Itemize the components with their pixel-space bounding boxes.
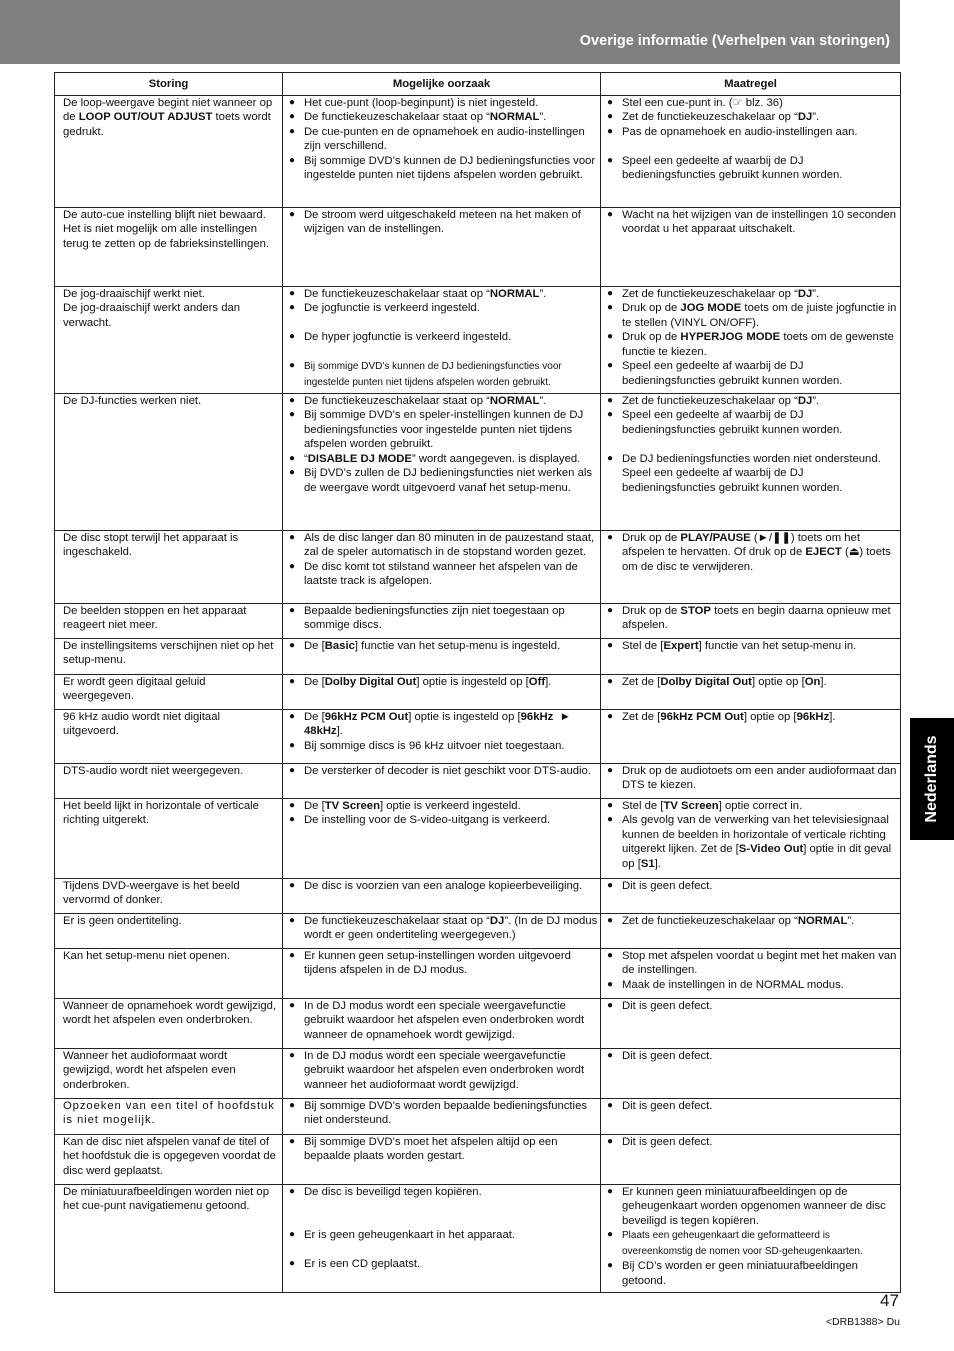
maatregel-item: ● Speel een gedeelte af waarbij de DJ bedieningsfuncties gebruikt kunnen worden. xyxy=(607,154,898,183)
oorzaak-item: ● Er is een CD geplaatst. xyxy=(289,1257,598,1271)
oorzaak-cell xyxy=(283,531,601,604)
oorzaak-cell xyxy=(283,710,601,764)
maatregel-item: ● Maak de instellingen in de NORMAL modus. xyxy=(607,978,898,992)
maatregel-cell xyxy=(601,1099,901,1135)
table-row xyxy=(55,96,901,208)
maatregel-item: ● Druk op de STOP toets en begin daarna opnieuw met afspelen. xyxy=(607,604,898,633)
maatregel-item: ● Druk op de HYPERJOG MODE toets om de gewenste functie te kiezen. xyxy=(607,330,898,359)
oorzaak-item: ● Er is geen geheugenkaart in het apparaat. xyxy=(289,1228,598,1242)
oorzaak-item: ● De instelling voor de S-video-uitgang is verkeerd. xyxy=(289,813,598,827)
oorzaak-item: ● Bij sommige DVD’s kunnen de DJ bedieningsfuncties voor ingestelde punten niet tijdens afspelen worden gebruikt. xyxy=(289,359,598,390)
maatregel-item: ● Dit is geen defect. xyxy=(607,1135,898,1149)
troubleshooting-table xyxy=(54,72,901,1293)
oorzaak-item: ● Bepaalde bedieningsfuncties zijn niet toegestaan op sommige discs. xyxy=(289,604,598,633)
oorzaak-cell xyxy=(283,914,601,949)
maatregel-item: ● Druk op de JOG MODE toets om de juiste jogfunctie in te stellen (VINYL ON/OFF). xyxy=(607,301,898,330)
maatregel-item: ● Zet de [96kHz PCM Out] optie op [96kHz]. xyxy=(607,710,898,724)
maatregel-item: ● Dit is geen defect. xyxy=(607,999,898,1013)
oorzaak-item: ● Bij sommige DVD’s en speler-instellingen kunnen de DJ bedieningsfuncties voor ingestelde punten niet tijdens afspelen worden gebruikt. xyxy=(289,408,598,451)
maatregel-cell xyxy=(601,531,901,604)
maatregel-cell xyxy=(601,394,901,531)
table-row xyxy=(55,531,901,604)
storing-cell: Er wordt geen digitaal geluid weergegeven. xyxy=(55,675,283,710)
table-row xyxy=(55,675,901,710)
oorzaak-item: ● De functiekeuzeschakelaar staat op “DJ”. (In de DJ modus wordt er geen ondertiteling weergegeven.) xyxy=(289,914,598,943)
oorzaak-cell xyxy=(283,208,601,287)
maatregel-cell xyxy=(601,999,901,1049)
maatregel-cell xyxy=(601,1185,901,1293)
spacer xyxy=(289,1243,598,1257)
spacer xyxy=(289,316,598,330)
storing-cell: Het beeld lijkt in horizontale of verticale richting uitgerekt. xyxy=(55,799,283,879)
page-title: Overige informatie (Verhelpen van storingen) xyxy=(579,33,890,49)
oorzaak-cell xyxy=(283,1135,601,1185)
language-tab-label: Nederlands xyxy=(923,735,940,823)
maatregel-cell xyxy=(601,710,901,764)
maatregel-cell xyxy=(601,287,901,394)
storing-cell: Wanneer het audioformaat wordt gewijzigd, wordt het afspelen even onderbroken. xyxy=(55,1049,283,1099)
maatregel-item: ● Stel de [TV Screen] optie correct in. xyxy=(607,799,898,813)
oorzaak-cell xyxy=(283,604,601,639)
oorzaak-item: ● De cue-punten en de opnamehoek en audio-instellingen zijn verschillend. xyxy=(289,125,598,154)
oorzaak-item: ● De disc is beveiligd tegen kopiëren. xyxy=(289,1185,598,1199)
maatregel-item: ● Zet de [Dolby Digital Out] optie op [On]. xyxy=(607,675,898,689)
maatregel-cell xyxy=(601,208,901,287)
oorzaak-cell xyxy=(283,675,601,710)
oorzaak-item: ● Bij sommige DVD’s kunnen de DJ bedieningsfuncties voor ingestelde punten niet tijdens afspelen worden gebruikt. xyxy=(289,154,598,183)
table-row xyxy=(55,287,901,394)
table-header-row xyxy=(55,73,901,96)
table-row xyxy=(55,710,901,764)
oorzaak-cell xyxy=(283,1049,601,1099)
oorzaak-item: ● Bij sommige DVD’s worden bepaalde bedieningsfuncties niet ondersteund. xyxy=(289,1099,598,1128)
storing-cell: De loop-weergave begint niet wanneer op de LOOP OUT/OUT ADJUST toets wordt gedrukt. xyxy=(55,96,283,208)
maatregel-item: ● Zet de functiekeuzeschakelaar op “DJ”. xyxy=(607,287,898,301)
oorzaak-item: ● In de DJ modus wordt een speciale weergavefunctie gebruikt waardoor het afspelen even onderbroken wordt wanneer het audioformaat wordt gewijzigd. xyxy=(289,1049,598,1092)
table-row xyxy=(55,604,901,639)
oorzaak-cell xyxy=(283,287,601,394)
maatregel-item: ● Dit is geen defect. xyxy=(607,1099,898,1113)
maatregel-cell xyxy=(601,604,901,639)
storing-cell: Opzoeken van een titel of hoofdstuk is niet mogelijk. xyxy=(55,1099,283,1135)
table-row xyxy=(55,208,901,287)
maatregel-item: ● Wacht na het wijzigen van de instellingen 10 seconden voordat u het apparaat uitschakelt. xyxy=(607,208,898,237)
maatregel-item: ● Zet de functiekeuzeschakelaar op “DJ”. xyxy=(607,394,898,408)
maatregel-item: ● Stop met afspelen voordat u begint met het maken van de instellingen. xyxy=(607,949,898,978)
maatregel-cell xyxy=(601,914,901,949)
maatregel-cell xyxy=(601,879,901,914)
storing-cell: Tijdens DVD-weergave is het beeld vervormd of donker. xyxy=(55,879,283,914)
maatregel-item: ● Er kunnen geen miniatuurafbeeldingen op de geheugenkaart worden opgenomen wanneer de disc beveiligd is tegen kopiëren. xyxy=(607,1185,898,1228)
oorzaak-cell xyxy=(283,1185,601,1293)
maatregel-item: ● Dit is geen defect. xyxy=(607,1049,898,1063)
oorzaak-cell xyxy=(283,394,601,531)
table-row xyxy=(55,879,901,914)
oorzaak-item: ● De versterker of decoder is niet geschikt voor DTS-audio. xyxy=(289,764,598,778)
table-row xyxy=(55,1049,901,1099)
maatregel-item: ● Speel een gedeelte af waarbij de DJ bedieningsfuncties gebruikt kunnen worden. xyxy=(607,359,898,388)
maatregel-item: ● Als gevolg van de verwerking van het televisiesignaal kunnen de beelden in horizontale of verticale richting uitgerekt lijken. Zet de [S-Video Out] optie in dit geval op [S1]. xyxy=(607,813,898,871)
header-banner xyxy=(0,0,900,64)
oorzaak-item: ● De disc is voorzien van een analoge kopieerbeveiliging. xyxy=(289,879,598,893)
maatregel-item: ● Stel de [Expert] functie van het setup-menu in. xyxy=(607,639,898,653)
oorzaak-cell xyxy=(283,639,601,675)
maatregel-item: ● Pas de opnamehoek en audio-instellingen aan. xyxy=(607,125,898,139)
oorzaak-cell xyxy=(283,949,601,999)
spacer xyxy=(289,1199,598,1213)
storing-cell: Kan de disc niet afspelen vanaf de titel of het hoofdstuk die is opgegeven voordat de disc werd geplaatst. xyxy=(55,1135,283,1185)
oorzaak-item: ● De stroom werd uitgeschakeld meteen na het maken of wijzigen van de instellingen. xyxy=(289,208,598,237)
oorzaak-item: ● Bij sommige discs is 96 kHz uitvoer niet toegestaan. xyxy=(289,739,598,753)
oorzaak-item: ● In de DJ modus wordt een speciale weergavefunctie gebruikt waardoor het afspelen even onderbroken wordt wanneer de opnamehoek wordt gewijzigd. xyxy=(289,999,598,1042)
oorzaak-item: ● De disc komt tot stilstand wanneer het afspelen van de laatste track is afgelopen. xyxy=(289,560,598,589)
spacer xyxy=(607,437,898,451)
maatregel-item: ● Zet de functiekeuzeschakelaar op “DJ”. xyxy=(607,110,898,124)
oorzaak-item: ● De functiekeuzeschakelaar staat op “NORMAL”. xyxy=(289,110,598,124)
table-row xyxy=(55,1099,901,1135)
table-row xyxy=(55,394,901,531)
table-row xyxy=(55,1135,901,1185)
storing-cell: De jog-draaischijf werkt niet. De jog-draaischijf werkt anders dan verwacht. xyxy=(55,287,283,394)
storing-cell: DTS-audio wordt niet weergegeven. xyxy=(55,764,283,799)
maatregel-cell xyxy=(601,949,901,999)
table-row xyxy=(55,999,901,1049)
table-row xyxy=(55,764,901,799)
oorzaak-item: ● Bij DVD’s zullen de DJ bedieningsfuncties niet werken als de weergave wordt uitgevoerd vanaf het setup-menu. xyxy=(289,466,598,495)
maatregel-cell xyxy=(601,1049,901,1099)
storing-cell: 96 kHz audio wordt niet digitaal uitgevoerd. xyxy=(55,710,283,764)
maatregel-item: ● Dit is geen defect. xyxy=(607,879,898,893)
maatregel-cell xyxy=(601,675,901,710)
col-header-oorzaak: Mogelijke oorzaak xyxy=(283,73,601,96)
storing-cell: Er is geen ondertiteling. xyxy=(55,914,283,949)
storing-cell: Wanneer de opnamehoek wordt gewijzigd, wordt het afspelen even onderbroken. xyxy=(55,999,283,1049)
table-row xyxy=(55,639,901,675)
oorzaak-cell xyxy=(283,799,601,879)
page-number: 47 xyxy=(880,1291,899,1310)
maatregel-cell xyxy=(601,639,901,675)
maatregel-item: ● Zet de functiekeuzeschakelaar op “NORMAL”. xyxy=(607,914,898,928)
oorzaak-item: ● “DISABLE DJ MODE” wordt aangegeven. is displayed. xyxy=(289,452,598,466)
col-header-storing: Storing xyxy=(55,73,283,96)
oorzaak-cell xyxy=(283,999,601,1049)
maatregel-item: ● Druk op de PLAY/PAUSE (►/❚❚) toets om het afspelen te hervatten. Of druk op de EJECT (⏏) toets om de disc te verwijderen. xyxy=(607,531,898,574)
oorzaak-item: ● De [96kHz PCM Out] optie is ingesteld op [96kHz ► 48kHz]. xyxy=(289,710,598,739)
maatregel-item: ● Bij CD’s worden er geen miniatuurafbeeldingen getoond. xyxy=(607,1259,898,1288)
table-row xyxy=(55,799,901,879)
maatregel-item: ● Stel een cue-punt in. (☞ blz. 36) xyxy=(607,96,898,110)
storing-cell: De instellingsitems verschijnen niet op het setup-menu. xyxy=(55,639,283,675)
maatregel-cell xyxy=(601,799,901,879)
table-row xyxy=(55,914,901,949)
maatregel-item: ● Plaats een geheugenkaart die geformatteerd is overeenkomstig de nomen voor SD-geheugenkaarten. xyxy=(607,1228,898,1259)
maatregel-cell xyxy=(601,96,901,208)
oorzaak-item: ● Bij sommige DVD’s moet het afspelen altijd op een bepaalde plaats worden gestart. xyxy=(289,1135,598,1164)
maatregel-cell xyxy=(601,1135,901,1185)
storing-cell: Kan het setup-menu niet openen. xyxy=(55,949,283,999)
table-row xyxy=(55,1185,901,1293)
table-row xyxy=(55,949,901,999)
maatregel-cell xyxy=(601,764,901,799)
oorzaak-item: ● De jogfunctie is verkeerd ingesteld. xyxy=(289,301,598,315)
storing-cell: De miniatuurafbeeldingen worden niet op het cue-punt navigatiemenu getoond. xyxy=(55,1185,283,1293)
spacer xyxy=(289,1214,598,1228)
maatregel-item: ● De DJ bedieningsfuncties worden niet ondersteund. Speel een gedeelte af waarbij de DJ bedieningsfuncties gebruikt kunnen worden. xyxy=(607,452,898,495)
document-code: <DRB1388> Du xyxy=(825,1316,900,1328)
storing-cell: De DJ-functies werken niet. xyxy=(55,394,283,531)
oorzaak-item: ● Als de disc langer dan 80 minuten in de pauzestand staat, zal de speler automatisch in de stopstand worden gezet. xyxy=(289,531,598,560)
oorzaak-item: ● De functiekeuzeschakelaar staat op “NORMAL”. xyxy=(289,394,598,408)
oorzaak-item: ● Het cue-punt (loop-beginpunt) is niet ingesteld. xyxy=(289,96,598,110)
oorzaak-cell xyxy=(283,879,601,914)
oorzaak-item: ● De [TV Screen] optie is verkeerd ingesteld. xyxy=(289,799,598,813)
maatregel-item: ● Speel een gedeelte af waarbij de DJ bedieningsfuncties gebruikt kunnen worden. xyxy=(607,408,898,437)
storing-cell: De beelden stoppen en het apparaat reageert niet meer. xyxy=(55,604,283,639)
oorzaak-cell xyxy=(283,1099,601,1135)
storing-cell: De disc stopt terwijl het apparaat is ingeschakeld. xyxy=(55,531,283,604)
maatregel-item: ● Druk op de audiotoets om een ander audioformaat dan DTS te kiezen. xyxy=(607,764,898,793)
oorzaak-item: ● De functiekeuzeschakelaar staat op “NORMAL”. xyxy=(289,287,598,301)
oorzaak-item: ● Er kunnen geen setup-instellingen worden uitgevoerd tijdens afspelen in de DJ modus. xyxy=(289,949,598,978)
oorzaak-cell xyxy=(283,764,601,799)
storing-cell: De auto-cue instelling blijft niet bewaard. Het is niet mogelijk om alle instellingen terug te zetten op de fabrieksinstellingen. xyxy=(55,208,283,287)
oorzaak-item: ● De [Dolby Digital Out] optie is ingesteld op [Off]. xyxy=(289,675,598,689)
spacer xyxy=(289,345,598,359)
oorzaak-item: ● De hyper jogfunctie is verkeerd ingesteld. xyxy=(289,330,598,344)
language-tab xyxy=(910,718,954,840)
oorzaak-cell xyxy=(283,96,601,208)
col-header-maatregel: Maatregel xyxy=(601,73,901,96)
spacer xyxy=(607,139,898,153)
oorzaak-item: ● De [Basic] functie van het setup-menu is ingesteld. xyxy=(289,639,598,653)
